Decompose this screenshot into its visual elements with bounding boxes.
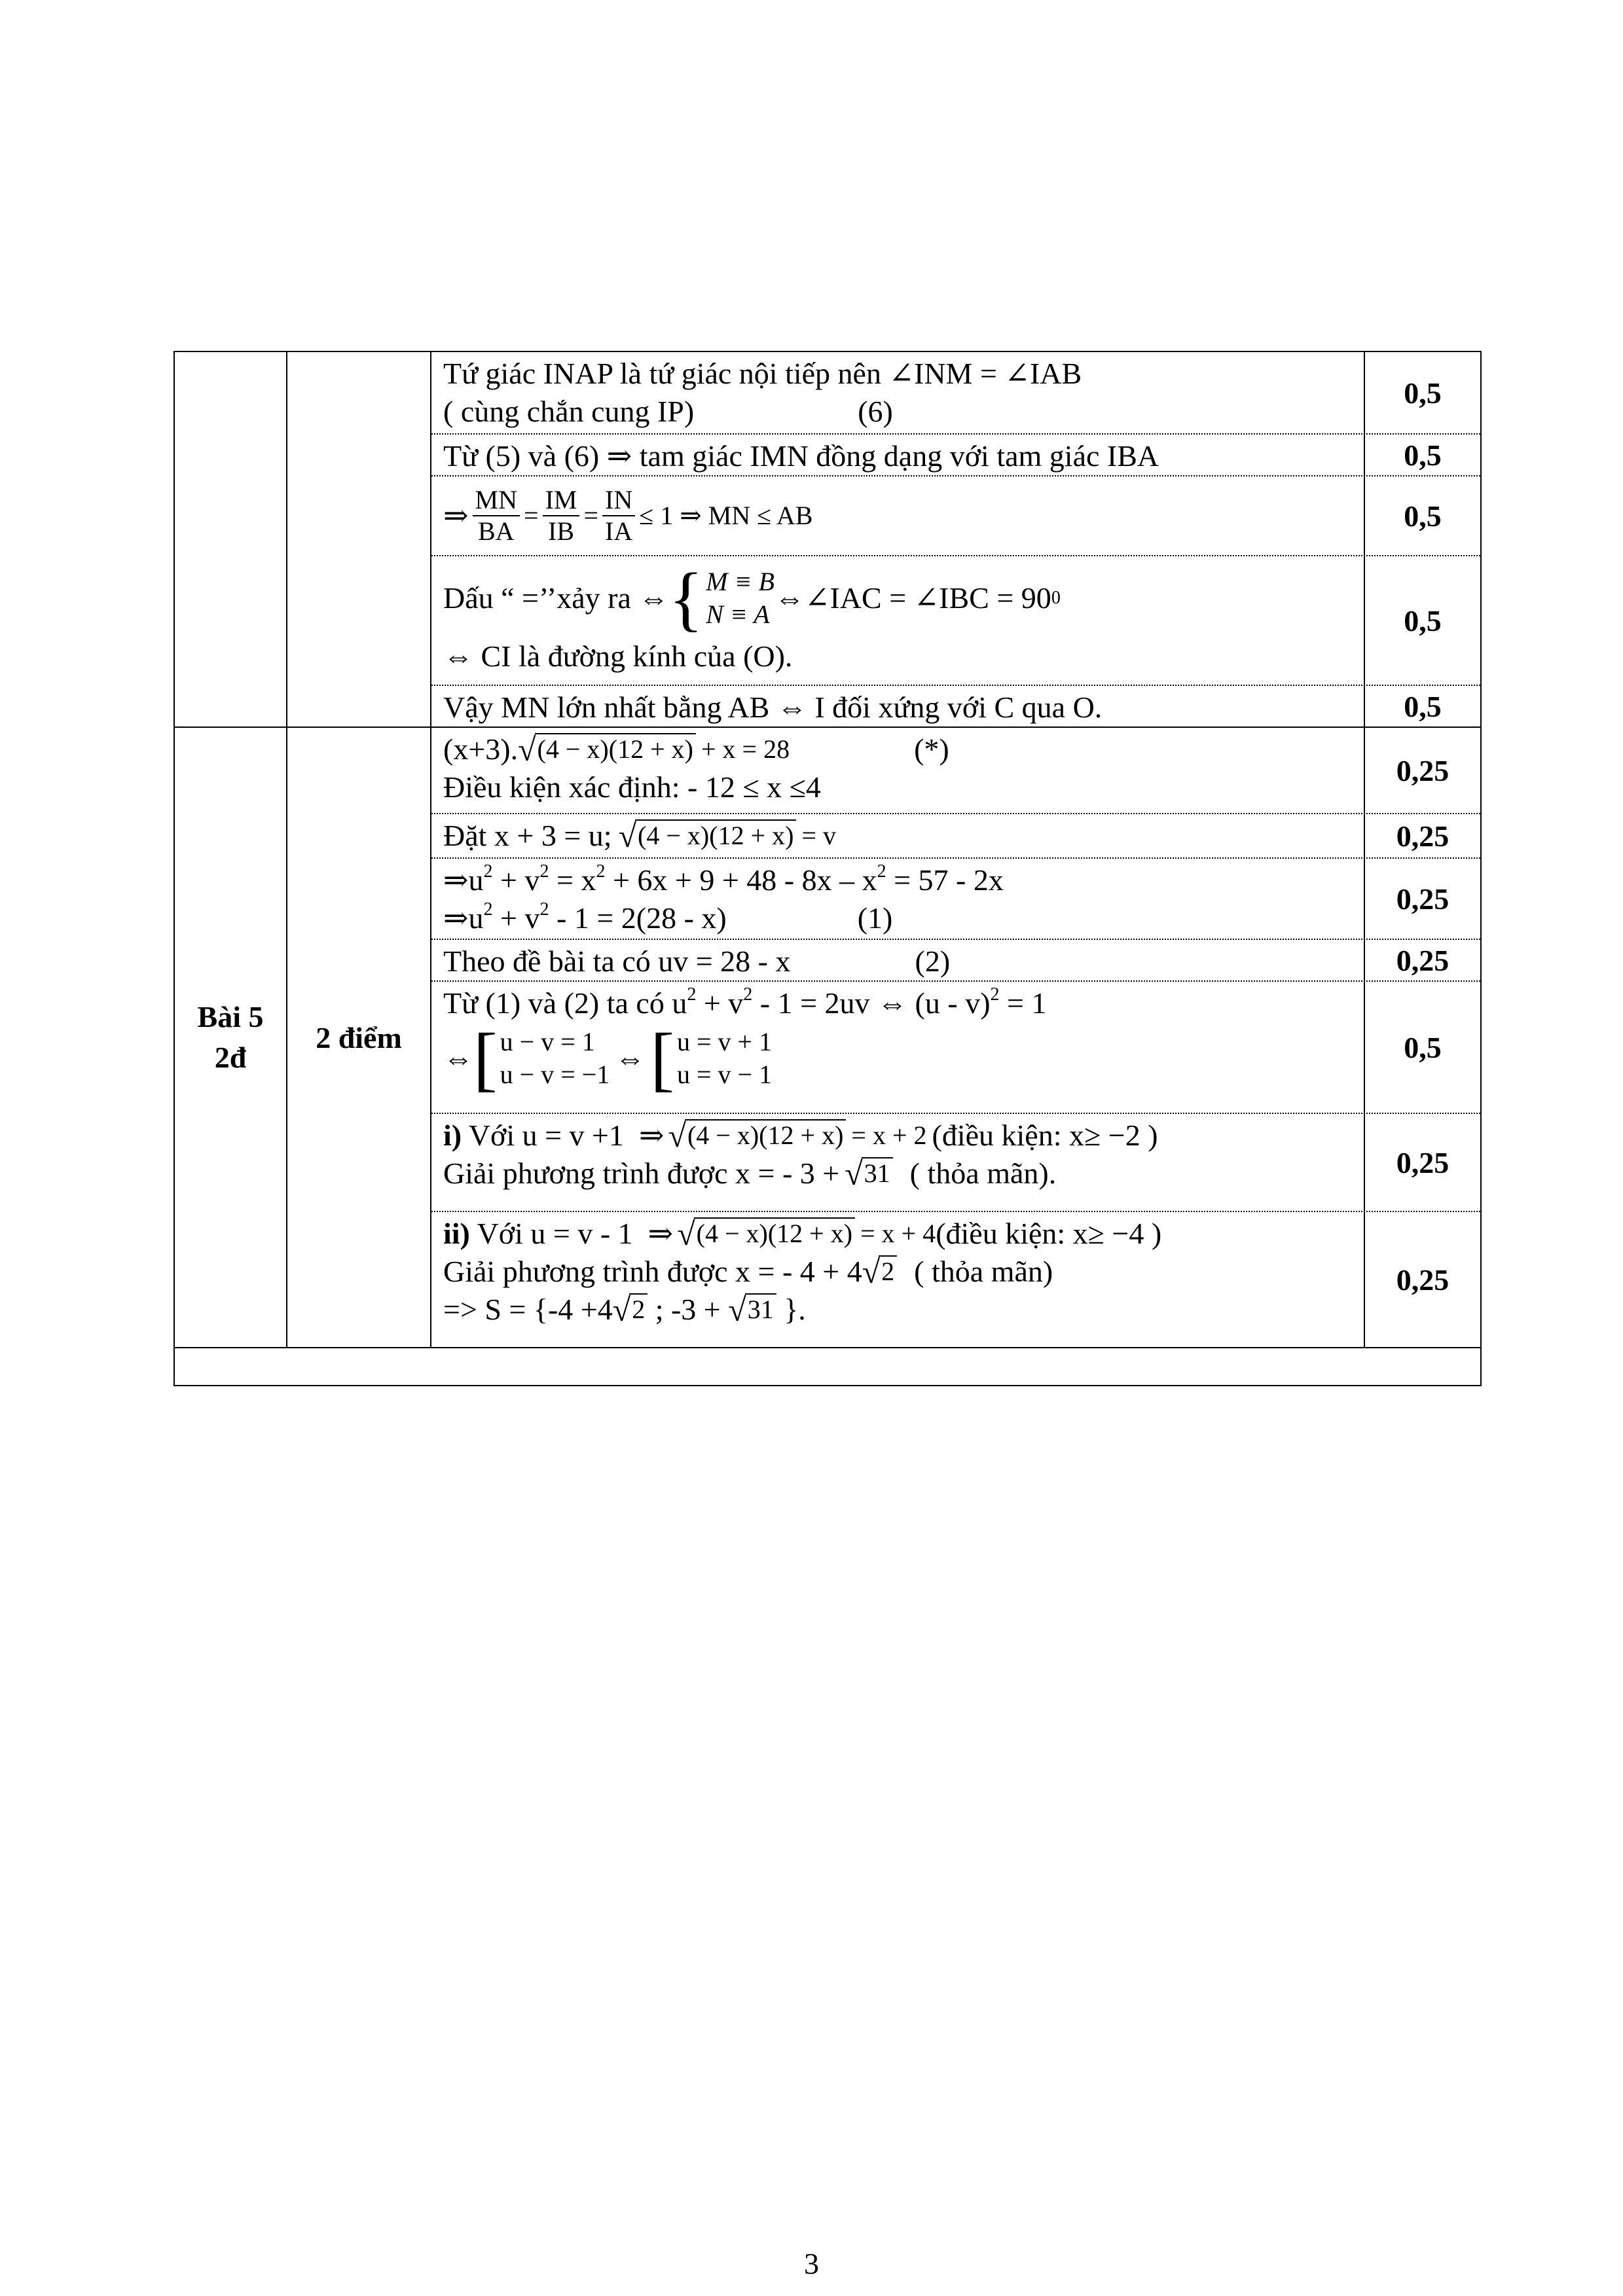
step-text: Dấu “ =’’xảy ra ⇔ [443, 581, 669, 615]
step-text: Điều kiện xác định: - 12 ≤ x ≤4 [443, 770, 821, 804]
solution-step: ⇒ $\frac{MN}{BA}$ = $\frac{IM}{IB}$ = $\frac{IN}{IA}$ ≤ 1 ⇒ MN ≤ AB 0,5 [431, 476, 1480, 556]
solution-step: ii) Với u = v - 1 ⇒ √ (4 − x)(12 + x) = x + 4 (điều kiện: x≥ −4 ) Giải phương trình được x = - 4 + 4 √ 2 ( thỏa mãn) => S = {-4 +4 √ 2 ; -3 + √ 31 }. 0,25 [431, 1212, 1480, 1347]
sqrt-expression: √ 31 [728, 1293, 776, 1326]
points-cell [287, 727, 431, 1348]
sqrt-expression: √ (4 − x)(12 + x) [677, 1217, 855, 1250]
step-points: 0,25 [1396, 753, 1450, 787]
points-label: 2 điểm [316, 1020, 402, 1054]
points-cell-empty [287, 351, 431, 727]
sqrt-expression: √ (4 − x)(12 + x) [518, 733, 696, 766]
fraction: $\frac{IM}{IB}$ [543, 485, 580, 547]
step-points: 0,5 [1404, 1030, 1442, 1064]
solution-step: i) Với u = v +1 ⇒ √ (4 − x)(12 + x) = x + 2 (điều kiện: x≥ −2 ) Giải phương trình được x = - 3 + √ 31 ( thỏa mãn). 0,25 [431, 1114, 1480, 1212]
solution-step: (x+3). √ (4 − x)(12 + x) + x = 28 (*) Điều kiện xác định: - 12 ≤ x ≤4 0,25 [431, 728, 1480, 814]
problem-label-cell [174, 727, 287, 1348]
grading-table [173, 351, 1482, 1386]
problem-score: 2đ [214, 1041, 247, 1074]
grading-table-container [173, 351, 1480, 1386]
step-text: ⇔∠IAC = ∠IBC = 90 [774, 581, 1051, 615]
equation-ref: (6) [858, 395, 893, 428]
page-number: 3 [804, 2247, 819, 2280]
step-points: 0,5 [1404, 376, 1442, 410]
table-row [174, 351, 1481, 727]
step-points: 0,5 [1404, 603, 1442, 637]
step-text: ⇔ CI là đường kính của (O). [443, 639, 793, 673]
solution-step: Đặt x + 3 = u; √ (4 − x)(12 + x) = v 0,25 [431, 814, 1480, 859]
solution-cell-bai5 [431, 727, 1481, 1348]
system-brace: { M ≡ B N ≡ A [668, 558, 775, 638]
table-row [174, 727, 1481, 1348]
case-bracket: [ u = v + 1 u = v − 1 [650, 1018, 773, 1098]
step-points: 0,25 [1396, 882, 1450, 916]
solution-step [431, 352, 1480, 435]
step-points: 0,5 [1404, 689, 1442, 723]
step-text: ≤ 1 ⇒ MN ≤ AB [639, 501, 813, 530]
step-points: 0,25 [1396, 1145, 1450, 1179]
case-bracket: [ u − v = 1 u − v = −1 [473, 1018, 610, 1098]
step-text: Vậy MN lớn nhất bằng AB ⇔ I đối xứng với C qua O. [443, 691, 1103, 724]
solution-cell-upper [431, 351, 1481, 727]
equation-ref: (1) [857, 901, 893, 935]
step-text: Tứ giác INAP là tứ giác nội tiếp nên ∠INM = ∠IAB [443, 357, 1082, 390]
solution-step: Từ (1) và (2) ta có $u^2 + v^2 - 1 = 2uv$ ⇔ (u - v)$^2$ = 1 ⇔ [ u − v = 1 u − v = −1 ⇔ [ u = v + 1 u = v − 1 0,5 [431, 982, 1480, 1114]
sqrt-expression: √ (4 − x)(12 + x) [668, 1119, 847, 1152]
step-points: 0,25 [1396, 819, 1450, 853]
solution-step: Theo đề bài ta có uv = 28 - x (2) 0,25 [431, 940, 1480, 982]
sqrt-expression: √ 2 [862, 1255, 897, 1288]
solution-step [431, 686, 1480, 726]
step-points: 0,25 [1396, 1263, 1450, 1297]
fraction: $\frac{IN}{IA}$ [602, 485, 635, 547]
fraction: $\frac{MN}{BA}$ [473, 485, 520, 547]
solution-step: Dấu “ =’’xảy ra ⇔ { M ≡ B N ≡ A ⇔∠IAC = ∠IBC = 90 0 ⇔ CI là đường kính của (O). 0,5 [431, 556, 1480, 686]
implies-symbol: ⇒ [443, 499, 469, 532]
step-points: 0,5 [1404, 438, 1442, 472]
sqrt-expression: √ 2 [613, 1293, 647, 1326]
table-row-empty [174, 1348, 1481, 1386]
empty-cell [174, 1348, 1481, 1386]
sqrt-expression: √ (4 − x)(12 + x) [619, 819, 797, 852]
problem-cell-empty [174, 351, 287, 727]
step-text: ( cùng chắn cung IP) [443, 395, 695, 428]
step-points: 0,25 [1396, 943, 1450, 977]
problem-label: Bài 5 [197, 1000, 264, 1033]
solution-step [431, 435, 1480, 476]
solution-step: $\Rightarrow u^2 + v^2 = x^2 + 6x + 9 + 48 - 8x - x^2 = 57 - 2x$ $\Rightarrow u^2 + v^2 - 1 = 2(28 - x)$ (1) 0,25 [431, 859, 1480, 940]
equation-ref: (2) [915, 944, 951, 978]
step-text: Từ (5) và (6) ⇒ tam giác IMN đồng dạng với tam giác IBA [443, 439, 1159, 473]
step-points: 0,5 [1404, 499, 1442, 533]
equation-ref: (*) [914, 732, 949, 766]
sqrt-expression: √ 31 [845, 1157, 892, 1190]
